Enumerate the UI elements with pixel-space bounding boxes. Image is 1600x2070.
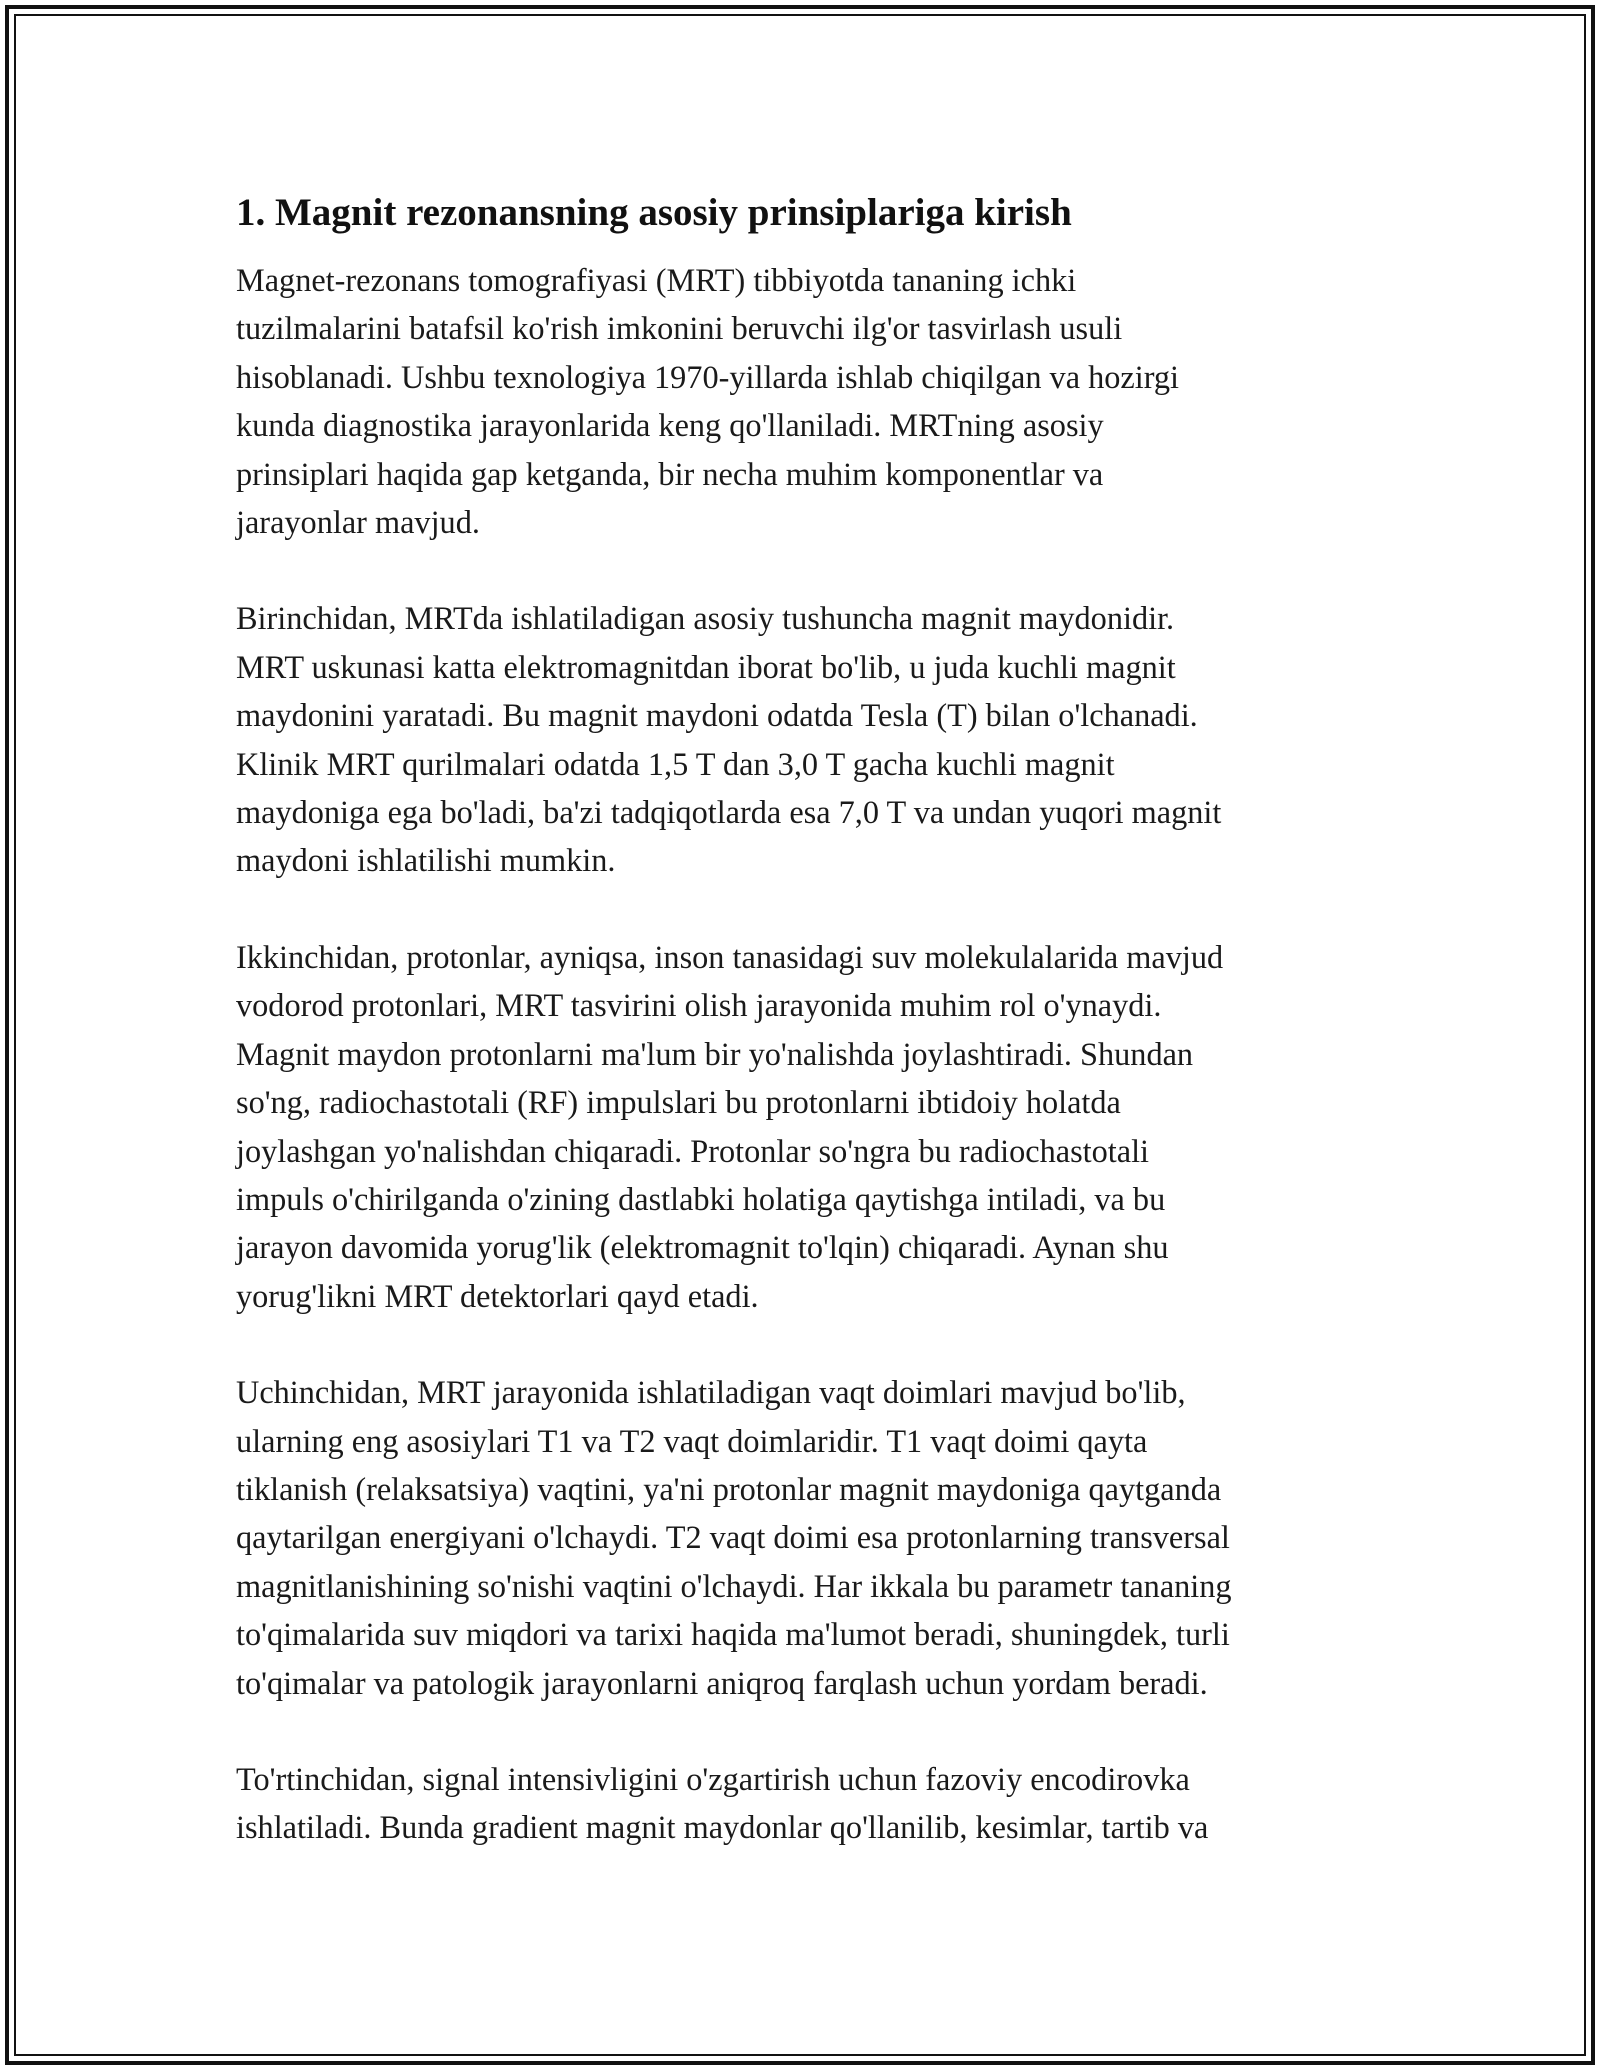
paragraph-fourth (236, 1755, 1376, 1852)
text-line: Ikkinchidan, protonlar, ayniqsa, inson tanasidagi suv molekulalarida mavjud (236, 938, 1224, 975)
text-line: kunda diagnostika jarayonlarida keng qo'llaniladi. MRTning asosiy (236, 407, 1104, 444)
text-line: qaytarilgan energiyani o'lchaydi. T2 vaqt doimi esa protonlarning transversal (236, 1519, 1230, 1556)
text-line: Uchinchidan, MRT jarayonida ishlatiladigan vaqt doimlari mavjud bo'lib, (236, 1374, 1186, 1411)
text-line: vodorod protonlari, MRT tasvirini olish jarayonida muhim rol o'ynaydi. (236, 987, 1162, 1024)
paragraph-intro (236, 256, 1376, 546)
text-line: maydoni ishlatilishi mumkin. (236, 842, 616, 879)
text-line: MRT uskunasi katta elektromagnitdan iborat bo'lib, u juda kuchli magnit (236, 648, 1176, 685)
text-line: magnitlanishining so'nishi vaqtini o'lchaydi. Har ikkala bu parametr tananing (236, 1567, 1232, 1604)
text-line: maydonini yaratadi. Bu magnit maydoni odatda Tesla (T) bilan o'lchanadi. (236, 697, 1198, 734)
text-line: yorug'likni MRT detektorlari qayd etadi. (236, 1277, 759, 1314)
text-line: jarayonlar mavjud. (236, 504, 480, 541)
section-title: 1. Magnit rezonansning asosiy prinsiplariga kirish (236, 191, 1072, 234)
text-line: tiklanish (relaksatsiya) vaqtini, ya'ni protonlar magnit maydoniga qaytganda (236, 1470, 1222, 1507)
text-line: ularning eng asosiylari T1 va T2 vaqt doimlaridir. T1 vaqt doimi qayta (236, 1422, 1148, 1459)
text-line: so'ng, radiochastotali (RF) impulslari bu protonlarni ibtidoiy holatda (236, 1084, 1121, 1121)
text-line: Magnet-rezonans tomografiyasi (MRT) tibbiyotda tananing ichki (236, 262, 1077, 298)
text-line: jarayon davomida yorug'lik (elektromagnit to'lqin) chiqaradi. Aynan shu (236, 1229, 1169, 1266)
text-line: hisoblanadi. Ushbu texnologiya 1970-yillarda ishlab chiqilgan va hozirgi (236, 358, 1180, 395)
document-body (236, 186, 1376, 1900)
text-line: Klinik MRT qurilmalari odatda 1,5 T dan 3,0 T gacha kuchli magnit (236, 745, 1115, 782)
text-line: ishlatiladi. Bunda gradient magnit maydonlar qo'llanilib, kesimlar, tartib va (236, 1809, 1209, 1846)
text-line: To'rtinchidan, signal intensivligini o'zgartirish uchun fazoviy encodirovka (236, 1760, 1190, 1797)
text-line: Magnit maydon protonlarni ma'lum bir yo'nalishda joylashtiradi. Shundan (236, 1035, 1194, 1072)
text-line: impuls o'chirilganda o'zining dastlabki holatiga qaytishga intiladi, va bu (236, 1180, 1166, 1217)
text-line: to'qimalarida suv miqdori va tarixi haqida ma'lumot beradi, shuningdek, turli (236, 1616, 1230, 1653)
text-line: Birinchidan, MRTda ishlatiladigan asosiy tushuncha magnit maydonidir. (236, 600, 1175, 637)
paragraph-second (236, 933, 1376, 1320)
text-line: to'qimalar va patologik jarayonlarni aniqroq farqlash uchun yordam beradi. (236, 1664, 1208, 1701)
text-line: maydoniga ega bo'ladi, ba'zi tadqiqotlarda esa 7,0 T va undan yuqori magnit (236, 794, 1222, 831)
text-line: joylashgan yo'nalishdan chiqaradi. Protonlar so'ngra bu radiochastotali (236, 1132, 1150, 1169)
paragraph-first (236, 594, 1376, 884)
text-line: tuzilmalarini batafsil ko'rish imkonini beruvchi ilg'or tasvirlash usuli (236, 310, 1123, 347)
text-line: prinsiplari haqida gap ketganda, bir necha muhim komponentlar va (236, 455, 1104, 492)
paragraph-third (236, 1368, 1376, 1707)
